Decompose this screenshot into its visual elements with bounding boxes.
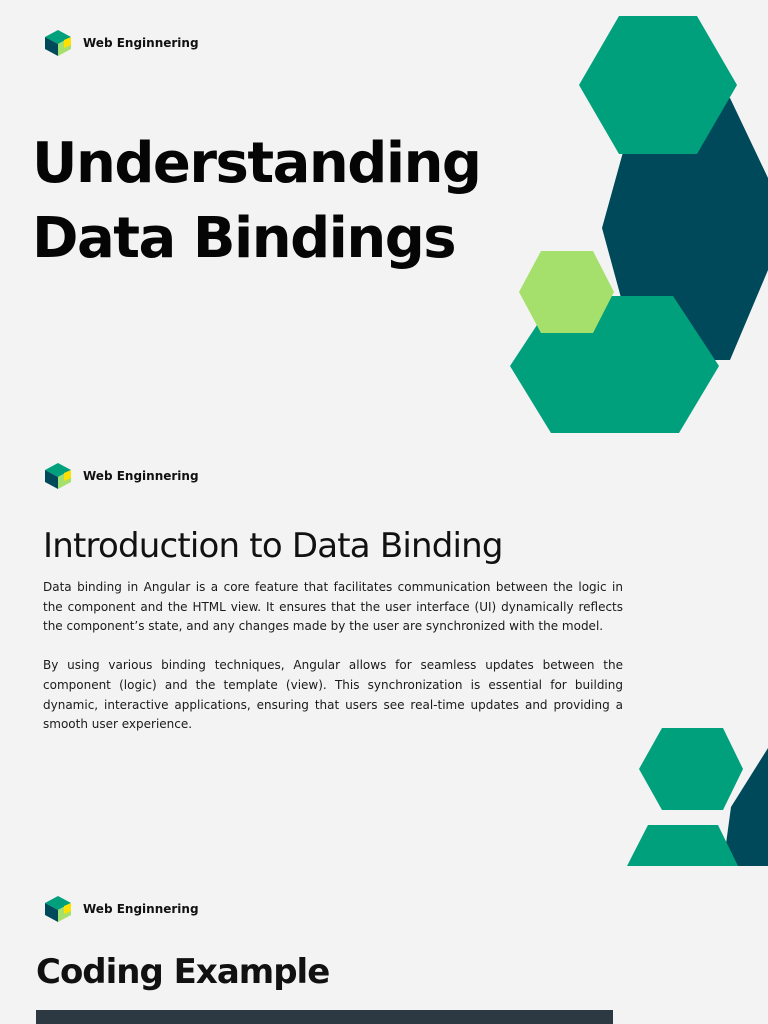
title-slide: [0, 0, 768, 433]
introduction-paragraph-2: By using various binding techniques, Angular allows for seamless updates between the component (logic) and the template (view). This synchronization is essential for building dynamic, interactive applications, ensuring that users see real-time updates and providing a smooth user experience.: [43, 658, 623, 732]
coding-example-title: Coding Example: [36, 952, 330, 992]
brand-name: Web Enginnering: [83, 469, 199, 483]
brand-name: Web Enginnering: [83, 902, 199, 916]
introduction-body: [43, 578, 623, 754]
code-block-top: [36, 1010, 613, 1024]
lower-teal-hexagon-shape: [627, 825, 738, 866]
brand-header: [43, 462, 199, 490]
introduction-paragraph-1: Data binding in Angular is a core feature that facilitates communication between the logic in the component and the HTML view. It ensures that the user interface (UI) dynamically reflects the component’s state, and any changes made by the user are synchronized with the model.: [43, 580, 623, 634]
brand-name: Web Enginnering: [83, 36, 199, 50]
hexagon-cube-logo-icon: [43, 462, 73, 490]
title-line-2: Data Bindings: [32, 206, 456, 271]
coding-example-slide: [0, 866, 768, 1024]
upper-teal-hexagon-shape: [639, 728, 743, 810]
decorative-hexagon-cluster: [500, 0, 768, 433]
brand-header: [43, 29, 199, 57]
brand-header: [43, 895, 199, 923]
hexagon-cube-logo-icon: [43, 895, 73, 923]
hexagon-cube-logo-icon: [43, 29, 73, 57]
introduction-slide: [0, 433, 768, 866]
decorative-hexagon-cluster: [620, 728, 768, 866]
title-line-1: Understanding: [32, 131, 481, 196]
presentation-title: [32, 126, 502, 276]
introduction-title: Introduction to Data Binding: [43, 526, 503, 566]
